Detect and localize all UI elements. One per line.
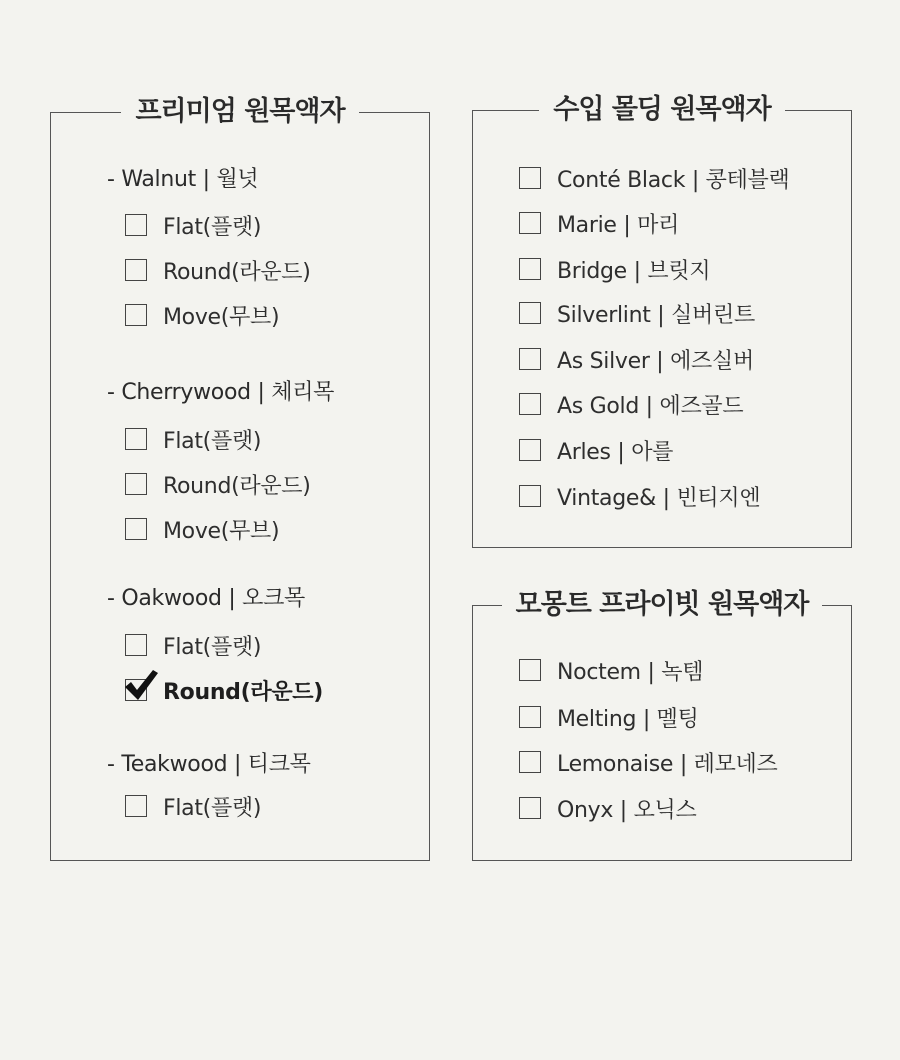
option-as-gold[interactable]: [519, 389, 743, 419]
checkbox[interactable]: [125, 518, 147, 540]
checkbox[interactable]: [519, 167, 541, 189]
checkbox[interactable]: [519, 439, 541, 461]
option-onyx[interactable]: [519, 793, 696, 823]
checkbox[interactable]: [519, 258, 541, 280]
option-walnut-flat[interactable]: [125, 210, 261, 240]
checkbox[interactable]: [519, 485, 541, 507]
option-conte-black[interactable]: [519, 163, 789, 193]
option-label: Round(라운드): [163, 473, 311, 499]
option-label: Bridge | 브릿지: [557, 258, 711, 284]
option-label: Arles | 아를: [557, 439, 674, 465]
checkbox[interactable]: [519, 706, 541, 728]
checkbox[interactable]: [519, 302, 541, 324]
option-marie[interactable]: [519, 208, 679, 238]
option-label: Round(라운드): [163, 679, 323, 705]
checkbox[interactable]: [519, 797, 541, 819]
option-label: Move(무브): [163, 518, 280, 544]
option-teakwood-flat[interactable]: [125, 791, 261, 821]
checkbox[interactable]: [125, 634, 147, 656]
option-oakwood-flat[interactable]: [125, 630, 261, 660]
checkbox[interactable]: [519, 212, 541, 234]
option-label: Onyx | 오닉스: [557, 797, 697, 823]
option-label: Move(무브): [163, 304, 280, 330]
option-label: As Silver | 에즈실버: [557, 348, 754, 374]
checkbox[interactable]: [125, 795, 147, 817]
checkbox[interactable]: [519, 393, 541, 415]
group-heading-teakwood: - Teakwood | 티크목: [107, 752, 311, 777]
option-vintage[interactable]: [519, 481, 760, 511]
option-cherrywood-flat[interactable]: [125, 424, 261, 454]
premium-panel-title: 프리미엄 원목액자: [121, 93, 358, 131]
option-label: Melting | 멜팅: [557, 706, 699, 732]
option-label: Vintage& | 빈티지엔: [557, 485, 761, 511]
option-cherrywood-move[interactable]: [125, 514, 279, 544]
imported-molding-panel: [472, 94, 852, 548]
group-heading-oakwood: - Oakwood | 오크목: [107, 586, 306, 611]
checkbox[interactable]: [125, 259, 147, 281]
momongt-private-panel: [472, 589, 852, 861]
option-oakwood-round[interactable]: [125, 675, 323, 705]
option-label: As Gold | 에즈골드: [557, 393, 744, 419]
checkbox[interactable]: [125, 428, 147, 450]
imported-panel-title: 수입 몰딩 원목액자: [539, 91, 784, 129]
option-as-silver[interactable]: [519, 344, 754, 374]
option-label: Flat(플랫): [163, 634, 262, 660]
checkmark-icon: [123, 668, 159, 702]
option-walnut-move[interactable]: [125, 300, 279, 330]
option-label: Flat(플랫): [163, 795, 262, 821]
option-label: Round(라운드): [163, 259, 311, 285]
option-label: Conté Black | 콩테블랙: [557, 167, 790, 193]
option-label: Flat(플랫): [163, 214, 262, 240]
option-lemonaise[interactable]: [519, 747, 777, 777]
option-label: Lemonaise | 레모네즈: [557, 751, 778, 777]
checkbox[interactable]: [125, 473, 147, 495]
option-label: Silverlint | 실버린트: [557, 302, 755, 328]
option-noctem[interactable]: [519, 655, 703, 685]
checkbox-checked[interactable]: [125, 679, 147, 701]
group-heading-walnut: - Walnut | 월넛: [107, 167, 259, 192]
option-label: Noctem | 녹템: [557, 659, 704, 685]
checkbox[interactable]: [125, 214, 147, 236]
option-cherrywood-round[interactable]: [125, 469, 311, 499]
momongt-panel-title: 모몽트 프라이빗 원목액자: [502, 586, 823, 624]
checkbox[interactable]: [125, 304, 147, 326]
option-silverlint[interactable]: [519, 298, 755, 328]
option-walnut-round[interactable]: [125, 255, 311, 285]
checkbox[interactable]: [519, 751, 541, 773]
option-bridge[interactable]: [519, 254, 710, 284]
option-label: Flat(플랫): [163, 428, 262, 454]
checkbox[interactable]: [519, 348, 541, 370]
group-heading-cherrywood: - Cherrywood | 체리목: [107, 380, 335, 405]
checkbox[interactable]: [519, 659, 541, 681]
option-label: Marie | 마리: [557, 212, 680, 238]
premium-frame-panel: [50, 96, 430, 861]
option-melting[interactable]: [519, 702, 699, 732]
option-arles[interactable]: [519, 435, 673, 465]
